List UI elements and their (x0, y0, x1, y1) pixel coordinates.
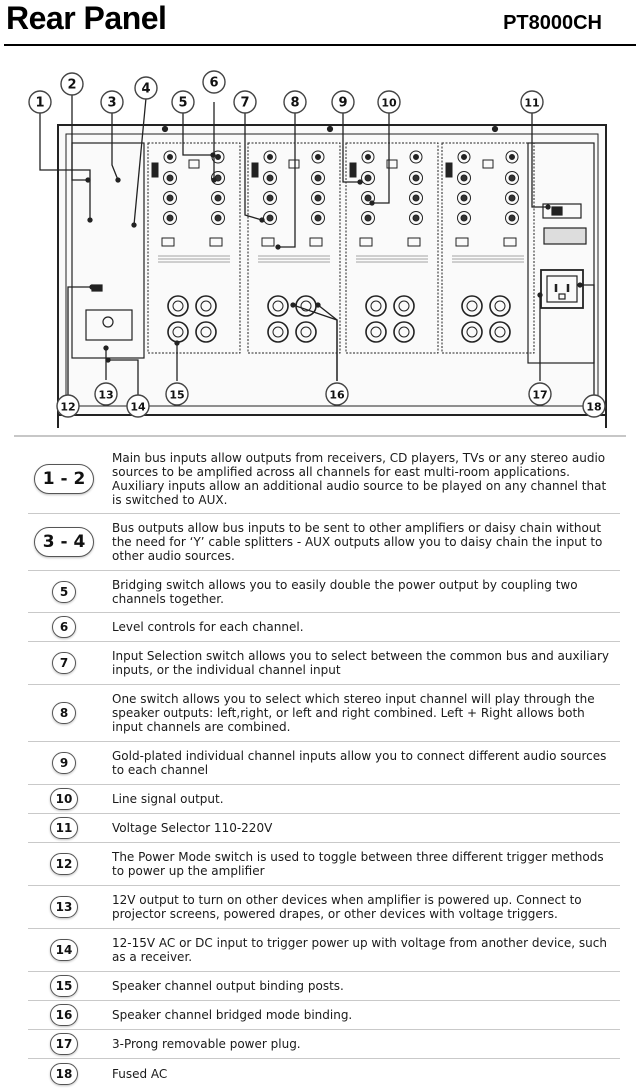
callout-number: 18 (586, 400, 602, 414)
diagram-callout (172, 91, 194, 113)
callout-number: 10 (381, 96, 397, 110)
callout-number: 8 (290, 95, 300, 111)
chassis-outline (58, 125, 606, 415)
legend-description: Fused AC (112, 1066, 168, 1081)
legend-description: Level controls for each channel. (112, 620, 304, 634)
callout-number: 11 (524, 96, 540, 110)
legend-row (28, 843, 620, 886)
callout-number: 6 (209, 75, 219, 91)
callout-badge: 5 (52, 581, 76, 603)
callout-number: 15 (169, 388, 185, 402)
legend-row (28, 1030, 620, 1059)
callout-badge: 3 - 4 (34, 527, 95, 557)
legend-description: Line signal output. (112, 792, 224, 806)
callout-number: 1 (35, 95, 45, 111)
legend-table (28, 444, 620, 1088)
legend-row (28, 514, 620, 571)
callout-number: 13 (98, 388, 114, 402)
callout-number: 16 (329, 388, 345, 402)
legend-description: Voltage Selector 110-220V (112, 821, 273, 835)
callout-number: 7 (240, 95, 250, 111)
legend-description: The Power Mode switch is used to toggle between three different trigger methods to power up the amplifier (112, 850, 604, 878)
legend-row (28, 886, 620, 929)
diagram-callout (127, 395, 149, 417)
legend-row (28, 685, 620, 742)
diagram-callout (234, 91, 256, 113)
diagram-callout (583, 395, 605, 417)
legend-description: 12-15V AC or DC input to trigger power up with voltage from another device, such as a receiver. (112, 936, 607, 964)
callout-badge: 13 (50, 896, 79, 918)
diagram-callout (203, 71, 225, 93)
callout-number: 4 (141, 81, 151, 97)
legend-description: One switch allows you to select which stereo input channel will play through the speaker outputs: left,right, or left and right combined. Left + Right allows both input channels are combined. (112, 692, 595, 734)
callout-badge: 9 (52, 752, 76, 774)
legend-description: 3-Prong removable power plug. (112, 1037, 301, 1051)
legend-row (28, 571, 620, 613)
callout-badge: 16 (50, 1004, 79, 1026)
section-divider (14, 435, 626, 437)
callout-badge: 10 (50, 788, 79, 810)
legend-row (28, 814, 620, 843)
legend-row (28, 642, 620, 685)
diagram-callout (521, 91, 543, 113)
legend-row (28, 972, 620, 1001)
callout-number: 12 (60, 400, 76, 414)
rear-panel-illustration (0, 60, 640, 430)
callout-badge: 11 (50, 817, 79, 839)
diagram-callout (166, 383, 188, 405)
diagram-callout (326, 383, 348, 405)
rear-panel-diagram (0, 60, 640, 430)
diagram-callout (29, 91, 51, 113)
callout-badge: 17 (50, 1033, 79, 1055)
diagram-callout (135, 77, 157, 99)
callout-number: 5 (178, 95, 188, 111)
callout-badge: 1 - 2 (34, 464, 95, 494)
diagram-callout (95, 383, 117, 405)
legend-row (28, 613, 620, 642)
legend-description: Bridging switch allows you to easily double the power output by coupling two channels together. (112, 577, 578, 606)
legend-description: Speaker channel bridged mode binding. (112, 1008, 353, 1022)
diagram-callout (332, 91, 354, 113)
legend-description: 12V output to turn on other devices when amplifier is powered up. Connect to projector screens, powered drapes, or other devices with voltage triggers. (112, 893, 582, 921)
diagram-callout (378, 91, 400, 113)
legend-description: Gold-plated individual channel inputs allow you to connect different audio sources to each channel (112, 749, 607, 777)
legend-row (28, 742, 620, 785)
callout-number: 3 (107, 95, 117, 111)
legend-description: Main bus inputs allow outputs from receivers, CD players, TVs or any stereo audio sources to be amplified across all channels for east multi-room applications. Auxiliary inputs allow an additional audio source to be played on any channel that is switched to AUX. (112, 450, 607, 507)
callout-number: 9 (338, 95, 348, 111)
callout-badge: 7 (52, 652, 76, 674)
model-number: PT8000CH (503, 12, 602, 34)
legend-description: Speaker channel output binding posts. (112, 979, 344, 993)
callout-badge: 14 (50, 939, 79, 961)
legend-row (28, 1001, 620, 1030)
callout-badge: 6 (52, 616, 76, 638)
legend-row (28, 785, 620, 814)
callout-number: 17 (532, 388, 548, 402)
legend-row (28, 444, 620, 514)
callout-badge: 15 (50, 975, 79, 997)
diagram-callout (101, 91, 123, 113)
title-divider (4, 44, 636, 46)
page-title: Rear Panel (6, 0, 167, 36)
legend-description: Input Selection switch allows you to select between the common bus and auxiliary inputs, or the individual channel input (112, 649, 609, 677)
diagram-callout (61, 73, 83, 95)
legend-row (28, 1059, 620, 1088)
callout-number: 14 (130, 400, 146, 414)
callout-badge: 8 (52, 702, 76, 724)
legend-description: Bus outputs allow bus inputs to be sent to other amplifiers or daisy chain without the need for ‘Y’ cable splitters - AUX outputs allow you to daisy chain the input to other audio sources. (112, 521, 603, 563)
callout-badge: 18 (50, 1063, 79, 1085)
diagram-callout (57, 395, 79, 417)
callout-badge: 12 (50, 853, 79, 875)
diagram-callout (529, 383, 551, 405)
callout-number: 2 (67, 77, 77, 93)
diagram-callout (284, 91, 306, 113)
legend-row (28, 929, 620, 972)
